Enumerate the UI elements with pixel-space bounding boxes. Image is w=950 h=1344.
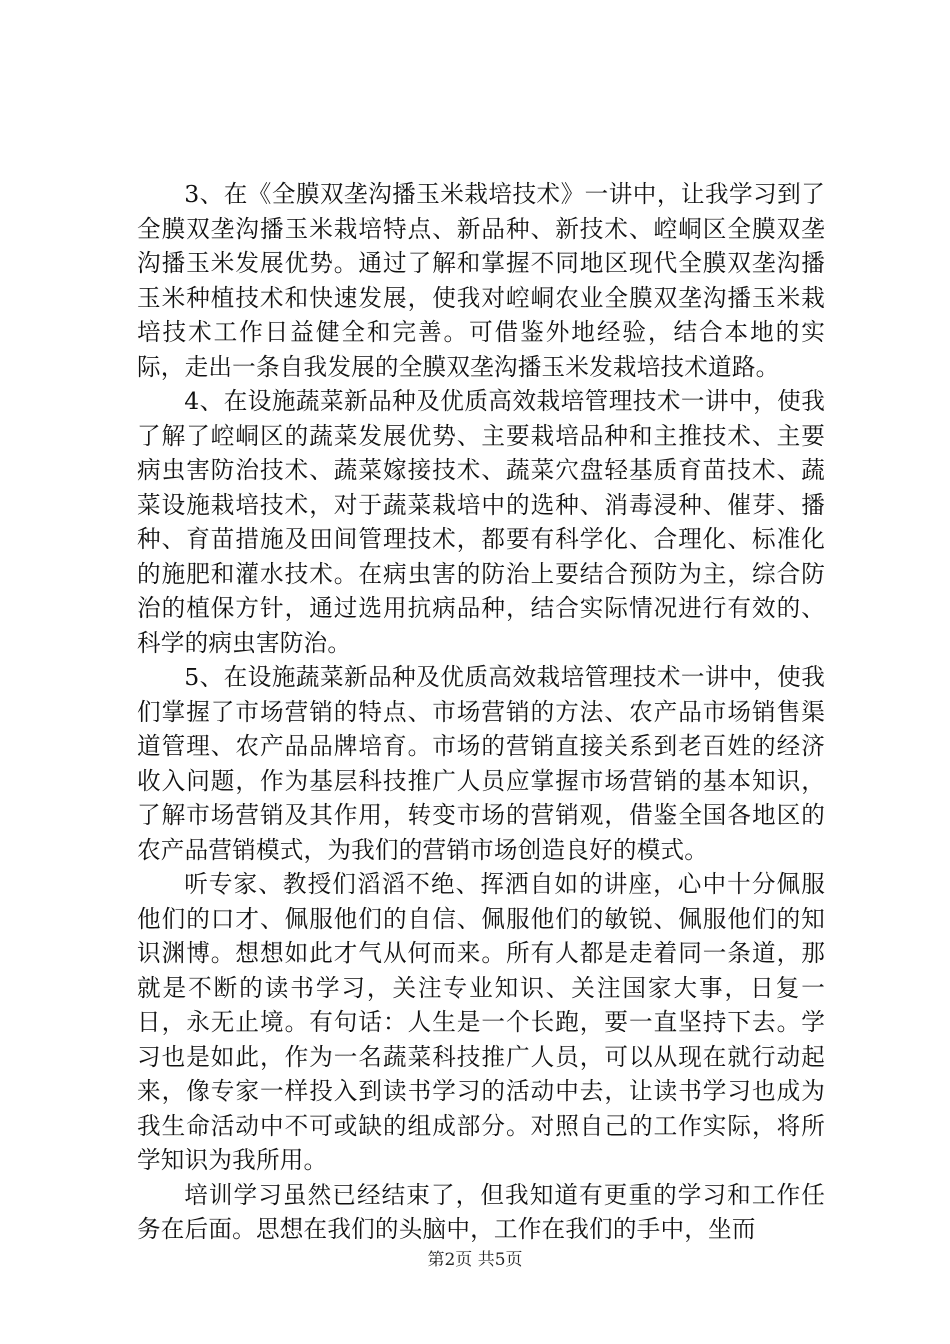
paragraph-item-5: 5、在设施蔬菜新品种及优质高效栽培管理技术一讲中，使我们掌握了市场营销的特点、市场营销的方法、农产品市场销售渠道管理、农产品品牌培育。市场的营销直接关系到老百姓的经济收入问题，作为基层科技推广人员应掌握市场营销的基本知识，了解市场营销及其作用，转变市场的营销观，借鉴全国各地区的农产品营销模式，为我们的营销市场创造良好的模式。 <box>137 663 825 864</box>
page-number-footer: 第2页 共5页 <box>427 1250 523 1270</box>
paragraph-item-4: 4、在设施蔬菜新品种及优质高效栽培管理技术一讲中，使我了解了崆峒区的蔬菜发展优势、主要栽培品种和主推技术、主要病虫害防治技术、蔬菜嫁接技术、蔬菜穴盘轻基质育苗技术、蔬菜设施栽培技术，对于蔬菜栽培中的选种、消毒浸种、催芽、播种、育苗措施及田间管理技术，都要有科学化、合理化、标准化的施肥和灌水技术。在病虫害的防治上要结合预防为主，综合防治的植保方针，通过选用抗病品种，结合实际情况进行有效的、科学的病虫害防治。 <box>137 387 825 657</box>
document-body <box>137 177 825 1247</box>
paragraph-item-3: 3、在《全膜双垄沟播玉米栽培技术》一讲中，让我学习到了全膜双垄沟播玉米栽培特点、新品种、新技术、崆峒区全膜双垄沟播玉米发展优势。通过了解和掌握不同地区现代全膜双垄沟播玉米种植技术和快速发展，使我对崆峒农业全膜双垄沟播玉米栽培技术工作日益健全和完善。可借鉴外地经验，结合本地的实际，走出一条自我发展的全膜双垄沟播玉米发栽培技术道路。 <box>137 180 825 381</box>
paragraph-experts-lecture: 听专家、教授们滔滔不绝、挥洒自如的讲座，心中十分佩服他们的口才、佩服他们的自信、佩服他们的敏锐、佩服他们的知识渊博。想想如此才气从何而来。所有人都是走着同一条道，那就是不断的读书学习，关注专业知识、关注国家大事，日复一日，永无止境。有句话：人生是一个长跑，要一直坚持下去。学习也是如此，作为一名蔬菜科技推广人员，可以从现在就行动起来，像专家一样投入到读书学习的活动中去，让读书学习也成为我生命活动中不可或缺的组成部分。对照自己的工作实际，将所学知识为我所用。 <box>137 870 825 1174</box>
paragraph-training-conclusion: 培训学习虽然已经结束了，但我知道有更重的学习和工作任务在后面。思想在我们的头脑中，工作在我们的手中，坐而 <box>137 1180 825 1243</box>
